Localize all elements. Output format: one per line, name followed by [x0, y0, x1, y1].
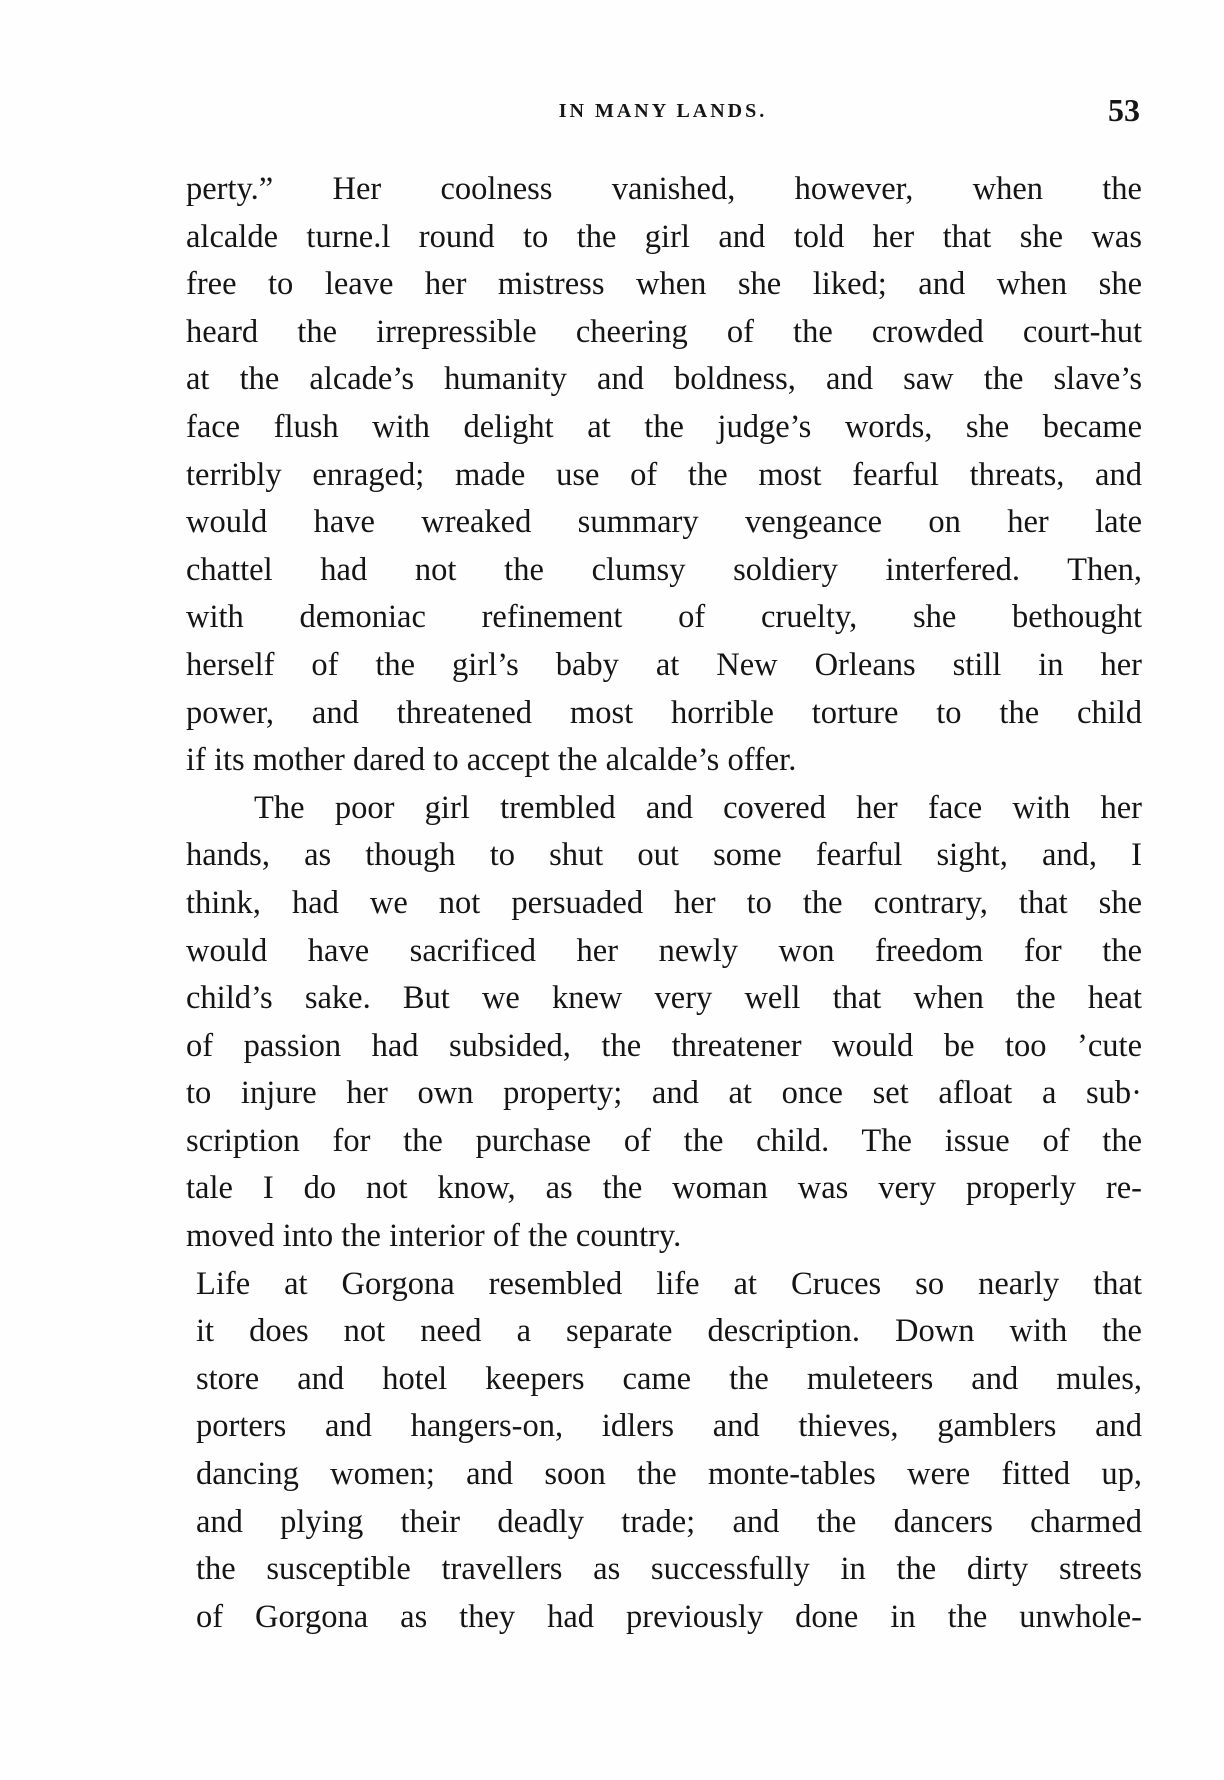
- text-line: of Gorgona as they had previously done in the unwhole-: [196, 1598, 1142, 1635]
- text-line: heard the irrepressible cheering of the crowded court-hut: [186, 313, 1142, 350]
- text-line: face flush with delight at the judge’s words, she became: [186, 408, 1142, 445]
- text-line: dancing women; and soon the monte-tables were fitted up,: [196, 1456, 1142, 1493]
- text-line: scription for the purchase of the child. The issue of the: [186, 1122, 1142, 1159]
- page-number: 53: [1108, 92, 1140, 128]
- text-line: and plying their deadly trade; and the dancers charmed: [196, 1503, 1142, 1540]
- text-line: if its mother dared to accept the alcalde’s offer.: [186, 742, 797, 779]
- text-line: it does not need a separate description. Down with the: [196, 1313, 1142, 1350]
- text-line: hands, as though to shut out some fearful sight, and, I: [186, 837, 1142, 874]
- text-line: chattel had not the clumsy soldiery interfered. Then,: [186, 551, 1142, 588]
- text-line: with demoniac refinement of cruelty, she bethought: [186, 599, 1142, 636]
- text-line: terribly enraged; made use of the most fearful threats, and: [186, 456, 1142, 493]
- text-line: at the alcade’s humanity and boldness, and saw the slave’s: [186, 361, 1142, 398]
- text-line: porters and hangers-on, idlers and thieves, gamblers and: [196, 1408, 1142, 1445]
- text-line: alcalde turne.l round to the girl and told her that she was: [186, 218, 1142, 255]
- text-line: would have wreaked summary vengeance on her late: [186, 504, 1142, 541]
- text-line: perty.” Her coolness vanished, however, when the: [186, 171, 1142, 207]
- text-line: Life at Gorgona resembled life at Cruces so nearly that: [196, 1265, 1142, 1302]
- text-line: of passion had subsided, the threatener would be too ’cute: [186, 1027, 1142, 1064]
- text-line: power, and threatened most horrible torture to the child: [186, 694, 1142, 731]
- text-line: free to leave her mistress when she liked; and when she: [186, 266, 1142, 303]
- text-line: store and hotel keepers came the muleteers and mules,: [196, 1360, 1142, 1397]
- text-line: tale I do not know, as the woman was very properly re-: [186, 1170, 1142, 1207]
- text-line: The poor girl trembled and covered her face with her: [254, 789, 1142, 826]
- text-line: child’s sake. But we knew very well that when the heat: [186, 980, 1142, 1017]
- text-line: the susceptible travellers as successfully in the dirty streets: [196, 1551, 1142, 1588]
- text-line: to injure her own property; and at once set afloat a sub·: [186, 1075, 1142, 1112]
- text-line: moved into the interior of the country.: [186, 1218, 682, 1255]
- text-line: would have sacrificed her newly won freedom for the: [186, 932, 1142, 969]
- body-text: [186, 166, 1142, 1641]
- running-head: [186, 92, 1140, 134]
- running-title: IN MANY LANDS.: [558, 100, 768, 122]
- text-line: think, had we not persuaded her to the contrary, that she: [186, 884, 1142, 921]
- text-line: herself of the girl’s baby at New Orleans still in her: [186, 646, 1142, 683]
